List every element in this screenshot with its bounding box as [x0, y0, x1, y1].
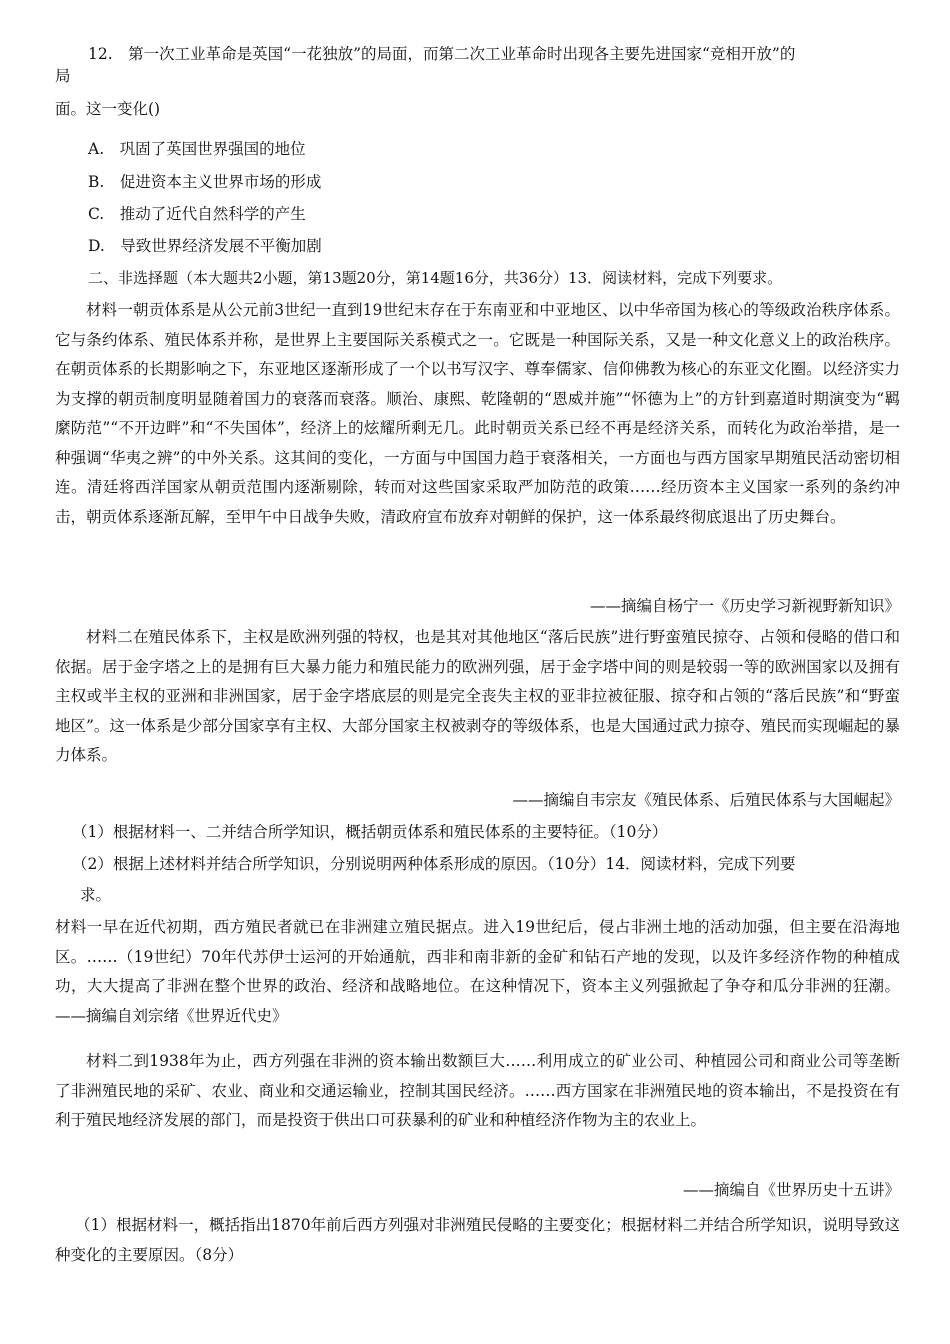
q12-stem-line1-end: 局: [55, 67, 71, 85]
q13-source2: ——摘编自韦宗友《殖民体系、后殖民体系与大国崛起》: [512, 791, 900, 809]
q14-source2: ——摘编自《世界历史十五讲》: [682, 1181, 900, 1199]
q13-source1: ——摘编自杨宁一《历史学习新视野新知识》: [589, 597, 900, 615]
q12-option-a: A. 巩固了英国世界强国的地位: [88, 140, 306, 158]
q13-material1: 材料一朝贡体系是从公元前3世纪一直到19世纪末存在于东南亚和中亚地区、以中华帝国为核心的等级政治秩序体系。它与条约体系、殖民体系并称，是世界上主要国际关系模式之一。它既是一种国际关系，又是一种文化意义上的政治秩序。在朝贡体系的长期影响之下，东亚地区逐渐形成了一个以书写汉字、尊奉儒家、信仰佛教为核心的东亚文化圈。以经济实力为支撑的朝贡制度明显随着国力的衰落而衰落。顺治、康熙、乾隆朝的“恩威并施”“怀德为上”的方针到嘉道时期演变为“羁縻防范”“不开边畔”和“不失国体”，经济上的炫耀所剩无几。此时朝贡关系已经不再是经济关系，而转化为政治举措，是一种强调“华夷之辨”的中外关系。这其间的变化，一方面与中国国力趋于衰落相关，一方面也与西方国家早期殖民活动密切相连。清廷将西洋国家从朝贡范围内逐渐剔除，转而对这些国家采取严加防范的政策……经历资本主义国家一系列的条约冲击，朝贡体系逐渐瓦解，至甲午中日战争失败，清政府宣布放弃对朝鲜的保护，这一体系最终彻底退出了历史舞台。: [55, 301, 900, 526]
q12-option-d: D. 导致世界经济发展不平衡加剧: [88, 237, 322, 255]
q12-option-c: C. 推动了近代自然科学的产生: [88, 205, 306, 223]
q14-sub1: （1）根据材料一，概括指出1870年前后西方列强对非洲殖民侵略的主要变化；根据材料二并结合所学知识，说明导致这种变化的主要原因。（8分）: [55, 1216, 900, 1264]
q12-stem-line2: 面。这一变化(): [55, 100, 161, 118]
q12-option-b: B. 促进资本主义世界市场的形成: [88, 173, 322, 191]
q14-material1: 材料一早在近代初期，西方殖民者就已在非洲建立殖民据点。进入19世纪后，侵占非洲土地的活动加强，但主要在沿海地区。……（19世纪）70年代苏伊士运河的开始通航，西非和南非新的金矿和钻石产地的发现，以及许多经济作物的种植成功，大大提高了非洲在整个世界的政治、经济和战略地位。在这种情况下，资本主义列强掀起了争夺和瓜分非洲的狂潮。——摘编自刘宗绪《世界近代史》: [55, 918, 900, 1025]
q13-sub1: （1）根据材料一、二并结合所学知识，概括朝贡体系和殖民体系的主要特征。（10分）: [72, 823, 668, 841]
section2-heading: 二、非选择题（本大题共2小题，第13题20分，第14题16分，共36分）13．阅读材料，完成下列要求。: [88, 269, 783, 287]
q14-material2: 材料二到1938年为止，西方列强在非洲的资本输出数额巨大……利用成立的矿业公司、种植园公司和商业公司等垄断了非洲殖民地的采矿、农业、商业和交通运输业，控制其国民经济。……西方国家在非洲殖民地的资本输出，不是投资在有利于殖民地经济发展的部门，而是投资于供出口可获暴利的矿业和种植经济作物为主的农业上。: [55, 1052, 900, 1129]
q13-material2: 材料二在殖民体系下，主权是欧洲列强的特权，也是其对其他地区“落后民族”进行野蛮殖民掠夺、占领和侵略的借口和依据。居于金字塔之上的是拥有巨大暴力能力和殖民能力的欧洲列强，居于金字塔中间的则是较弱一等的欧洲国家以及拥有主权或半主权的亚洲和非洲国家，居于金字塔底层的则是完全丧失主权的亚非拉被征服、掠夺和占领的“落后民族”和“野蛮地区”。这一体系是少部分国家享有主权、大部分国家主权被剥夺的等级体系，也是大国通过武力掠夺、殖民而实现崛起的暴力体系。: [55, 628, 900, 764]
q13-sub2-line2: 求。: [80, 886, 112, 904]
q13-sub2-line1: （2）根据上述材料并结合所学知识，分别说明两种体系形成的原因。（10分）14．阅读材料，完成下列要: [72, 855, 796, 873]
q12-stem-line1: 12. 第一次工业革命是英国“一花独放”的局面，而第二次工业革命时出现各主要先进国家“竞相开放”的: [88, 45, 796, 63]
